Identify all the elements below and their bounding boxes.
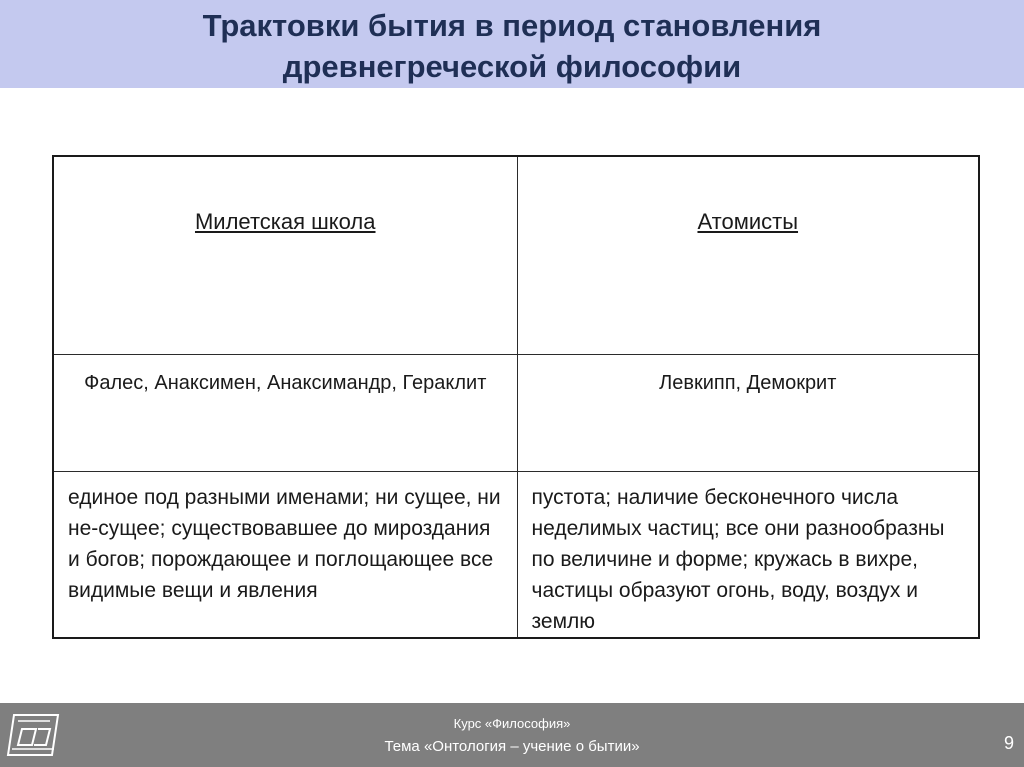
table-row-names: [53, 355, 979, 472]
names-atomists: Левкипп, Демокрит: [517, 355, 979, 472]
table-row-descriptions: [53, 472, 979, 639]
slide-header: [0, 0, 1024, 88]
slide-footer: [0, 703, 1024, 767]
slide-title-line-2: древнегреческой философии: [282, 49, 742, 84]
names-miletus-school: Фалес, Анаксимен, Анаксимандр, Гераклит: [53, 355, 517, 472]
description-miletus-school: единое под разными именами; ни сущее, ни не-сущее; существовавшее до мироздания и богов; порождающее и поглощающее все видимые вещи и явления: [53, 472, 517, 639]
page-number: 9: [1003, 733, 1014, 753]
comparison-table: [52, 155, 980, 639]
header-atomists: Атомисты: [517, 156, 979, 355]
slide-title-line-1: Трактовки бытия в период становления: [202, 8, 822, 43]
description-atomists: пустота; наличие бесконечного числа неделимых частиц; все они разнообразны по величине и форме; кружась в вихре, частицы образуют огонь, воду, воздух и землю: [517, 472, 979, 639]
footer-course: Курс «Философия»: [453, 716, 571, 731]
footer-topic: Тема «Онтология – учение о бытии»: [384, 738, 640, 755]
header-miletus-school: Милетская школа: [53, 156, 517, 355]
table-header-row: [53, 156, 979, 355]
